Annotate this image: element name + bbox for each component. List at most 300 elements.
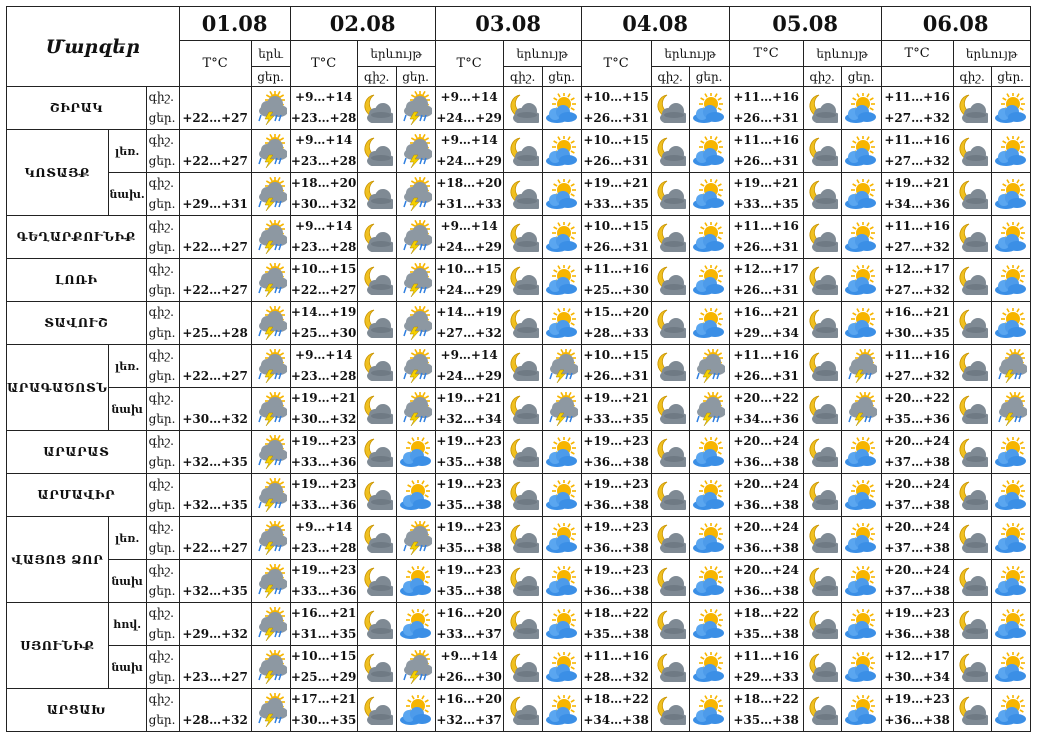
sun-cloud-icon [689, 517, 729, 560]
temperature-cell [290, 388, 357, 431]
temp-night: +18…+22 [733, 692, 799, 706]
temperature-cell [581, 388, 651, 431]
temp-day: +25…+29 [290, 670, 357, 684]
temp-day: +33…+35 [733, 197, 799, 211]
temp-night: +20…+22 [733, 391, 799, 405]
temp-night: +19…+23 [290, 434, 357, 448]
temperature-cell [881, 345, 953, 388]
temp-night: +11…+16 [733, 348, 799, 362]
temp-day: +35…+38 [733, 713, 799, 727]
temp-night: +11…+16 [583, 649, 649, 663]
table-row [7, 689, 1031, 732]
sun-cloud-icon [542, 431, 581, 474]
temp-day: +25…+30 [290, 326, 357, 340]
moon-cloud-icon [803, 259, 841, 302]
temp-day: +37…+38 [884, 498, 950, 512]
temp-day: +26…+31 [583, 240, 649, 254]
subregion-label: լեռ. [108, 517, 146, 560]
temp-day: +26…+31 [733, 154, 799, 168]
temperature-cell [435, 689, 503, 732]
temp-night-empty [180, 173, 251, 194]
moon-cloud-icon [651, 216, 689, 259]
storm-sun-icon [251, 388, 290, 431]
temp-day: +32…+37 [436, 713, 502, 727]
sun-cloud-icon [841, 173, 881, 216]
table-row [7, 259, 1031, 302]
header-dates-row [7, 7, 1031, 41]
temp-label: T°C [729, 41, 803, 67]
temp-night: +10…+15 [583, 219, 649, 233]
temperature-cell [179, 87, 251, 130]
moon-cloud-icon [803, 388, 841, 431]
subregion-label: լեռ. [108, 345, 146, 388]
temp-night-empty [180, 216, 251, 237]
table-row [7, 345, 1031, 388]
forecast-table [6, 6, 1031, 732]
phenomenon-label: երև [251, 41, 290, 67]
night-label: գիշ. [148, 434, 174, 448]
storm-sun-icon [396, 388, 435, 431]
temperature-cell [729, 603, 803, 646]
temp-night: +9…+14 [295, 348, 353, 362]
temp-day: +26…+30 [436, 670, 502, 684]
sun-cloud-icon [991, 431, 1030, 474]
moon-cloud-icon [357, 259, 396, 302]
temp-day: +32…+35 [182, 584, 248, 598]
temperature-cell [881, 431, 953, 474]
temp-night-empty [180, 345, 251, 366]
sun-cloud-icon [841, 560, 881, 603]
temperature-cell [290, 130, 357, 173]
moon-cloud-icon [503, 689, 542, 732]
temperature-cell [729, 474, 803, 517]
temp-night: +12…+17 [884, 649, 950, 663]
temp-night: +20…+24 [884, 477, 950, 491]
temperature-cell [290, 560, 357, 603]
temp-day: +23…+28 [290, 154, 357, 168]
temp-night: +11…+16 [884, 133, 950, 147]
temp-day: +28…+32 [182, 713, 248, 727]
sun-cloud-icon [689, 130, 729, 173]
temp-night: +18…+22 [733, 606, 799, 620]
temp-day: +35…+36 [884, 412, 950, 426]
temp-night: +9…+14 [295, 133, 353, 147]
temp-night: +19…+21 [583, 391, 649, 405]
moon-cloud-icon [953, 173, 991, 216]
temp-label: T°C [179, 41, 251, 87]
temp-day: +24…+29 [436, 154, 502, 168]
temperature-cell [435, 173, 503, 216]
temp-day: +28…+32 [583, 670, 649, 684]
temp-day: +33…+35 [583, 412, 649, 426]
moon-cloud-icon [503, 560, 542, 603]
storm-sun-icon [841, 345, 881, 388]
date-header: 06.08 [881, 7, 1030, 41]
storm-sun-icon [251, 130, 290, 173]
temp-day: +37…+38 [884, 455, 950, 469]
temp-night: +19…+23 [583, 520, 649, 534]
temperature-cell [179, 603, 251, 646]
moon-cloud-icon [953, 689, 991, 732]
sun-cloud-icon [689, 173, 729, 216]
moon-cloud-icon [803, 345, 841, 388]
temp-night: +19…+23 [884, 692, 950, 706]
subregion-label: նախ [108, 388, 146, 431]
period-labels [146, 474, 179, 517]
temp-night: +20…+24 [733, 434, 799, 448]
phenomenon-label: երևույթ [503, 41, 581, 67]
storm-sun-icon [396, 130, 435, 173]
temp-night: +11…+16 [733, 649, 799, 663]
temperature-cell [179, 689, 251, 732]
temperature-cell [729, 302, 803, 345]
moon-cloud-icon [357, 560, 396, 603]
temp-night: +19…+23 [583, 563, 649, 577]
day-label: ցեր. [148, 197, 176, 211]
temp-night: +10…+15 [583, 133, 649, 147]
temp-night: +18…+22 [583, 692, 649, 706]
temp-night: +12…+17 [884, 262, 950, 276]
sun-cloud-icon [542, 173, 581, 216]
temp-day: +27…+32 [884, 369, 950, 383]
day-label: ցեր. [251, 67, 290, 87]
temp-night-empty [180, 130, 251, 151]
day-label: ցեր. [148, 455, 176, 469]
moon-cloud-icon [803, 173, 841, 216]
temp-day: +34…+38 [583, 713, 649, 727]
temp-night: +19…+21 [436, 391, 502, 405]
temp-night: +14…+19 [290, 305, 357, 319]
night-label: գիշ. [148, 477, 174, 491]
sun-cloud-icon [689, 646, 729, 689]
temperature-cell [881, 259, 953, 302]
temp-night: +9…+14 [295, 520, 353, 534]
moon-cloud-icon [803, 517, 841, 560]
sun-cloud-icon [542, 87, 581, 130]
sun-cloud-icon [991, 216, 1030, 259]
subregion-label: նախ [108, 560, 146, 603]
night-label: գիշ. [148, 219, 174, 233]
moon-cloud-icon [503, 388, 542, 431]
table-row [7, 560, 1031, 603]
moon-cloud-icon [357, 689, 396, 732]
temp-night-empty [180, 689, 251, 710]
night-label: գիշ. [148, 133, 174, 147]
temp-night: +9…+14 [440, 649, 498, 663]
temperature-cell [581, 431, 651, 474]
phenomenon-label: երևույթ [803, 41, 881, 67]
table-row [7, 431, 1031, 474]
temperature-cell [179, 517, 251, 560]
moon-cloud-icon [651, 646, 689, 689]
temp-night-empty [180, 646, 251, 667]
temp-day: +22…+27 [182, 111, 248, 125]
subregion-label: նախ. [108, 173, 146, 216]
temp-day: +23…+28 [290, 240, 357, 254]
temperature-cell [435, 130, 503, 173]
temp-day: +27…+32 [884, 154, 950, 168]
night-label: գիշ. [148, 176, 174, 190]
temp-day: +25…+30 [583, 283, 649, 297]
temperature-cell [729, 388, 803, 431]
temp-night: +19…+21 [583, 176, 649, 190]
temp-day: +30…+32 [182, 412, 248, 426]
temp-day: +28…+33 [583, 326, 649, 340]
temperature-cell [581, 302, 651, 345]
table-row [7, 517, 1031, 560]
temperature-cell [290, 431, 357, 474]
temp-night: +11…+16 [884, 348, 950, 362]
temp-day: +35…+38 [436, 455, 502, 469]
temp-night: +18…+22 [583, 606, 649, 620]
temp-night: +14…+19 [436, 305, 502, 319]
date-header: 02.08 [290, 7, 435, 41]
sun-cloud-icon [841, 474, 881, 517]
storm-sun-icon [251, 646, 290, 689]
storm-sun-icon [396, 345, 435, 388]
table-row [7, 603, 1031, 646]
temperature-cell [435, 603, 503, 646]
temp-night: +10…+15 [290, 649, 357, 663]
day-label: ցեր. [148, 283, 176, 297]
night-label: գիշ. [148, 262, 174, 276]
sun-cloud-icon [396, 474, 435, 517]
region-name: ԼՈՌԻ [7, 259, 147, 302]
moon-cloud-icon [651, 388, 689, 431]
temp-night: +9…+14 [440, 348, 498, 362]
moon-cloud-icon [953, 259, 991, 302]
temperature-cell [881, 87, 953, 130]
temp-night-empty [180, 259, 251, 280]
temp-day: +35…+38 [436, 584, 502, 598]
temp-day: +35…+38 [436, 541, 502, 555]
sun-cloud-icon [689, 259, 729, 302]
period-labels [146, 517, 179, 560]
night-label: գիշ. [148, 348, 174, 362]
temperature-cell [581, 560, 651, 603]
sun-cloud-icon [542, 130, 581, 173]
sun-cloud-icon [841, 259, 881, 302]
temp-day: +36…+38 [733, 584, 799, 598]
temp-day: +26…+31 [733, 240, 799, 254]
temperature-cell [881, 130, 953, 173]
temp-day: +22…+27 [182, 369, 248, 383]
temp-night-empty [180, 388, 251, 409]
moon-cloud-icon [803, 646, 841, 689]
period-labels [146, 345, 179, 388]
temperature-cell [179, 560, 251, 603]
temp-night: +19…+23 [290, 477, 357, 491]
day-label: ցեր. [148, 369, 176, 383]
temperature-cell [729, 130, 803, 173]
day-label: ցեր. [148, 584, 176, 598]
period-labels [146, 130, 179, 173]
subregion-label: նախ [108, 646, 146, 689]
temp-day: +35…+38 [436, 498, 502, 512]
storm-sun-icon [396, 517, 435, 560]
temp-day: +29…+32 [182, 627, 248, 641]
night-label: գիշ. [651, 67, 689, 87]
sun-cloud-icon [991, 689, 1030, 732]
temp-night: +16…+21 [290, 606, 357, 620]
temperature-cell [881, 173, 953, 216]
temp-day: +35…+38 [733, 627, 799, 641]
temperature-cell [290, 173, 357, 216]
temp-day: +31…+33 [436, 197, 502, 211]
sun-cloud-icon [542, 216, 581, 259]
temp-day: +29…+33 [733, 670, 799, 684]
moon-cloud-icon [803, 560, 841, 603]
temp-label: T°C [435, 41, 503, 87]
moon-cloud-icon [503, 603, 542, 646]
storm-sun-icon [251, 431, 290, 474]
moon-cloud-icon [503, 130, 542, 173]
temp-day: +24…+29 [436, 240, 502, 254]
storm-sun-icon [251, 173, 290, 216]
moon-cloud-icon [953, 130, 991, 173]
temp-day: +33…+37 [436, 627, 502, 641]
temp-day: +26…+31 [583, 111, 649, 125]
temp-day: +36…+38 [733, 455, 799, 469]
night-label: գիշ. [148, 391, 174, 405]
temperature-cell [581, 474, 651, 517]
sun-cloud-icon [841, 517, 881, 560]
night-label: գիշ. [803, 67, 841, 87]
temperature-cell [881, 689, 953, 732]
sun-cloud-icon [991, 560, 1030, 603]
day-label: ցեր. [689, 67, 729, 87]
temperature-cell [729, 431, 803, 474]
temp-day: +29…+34 [733, 326, 799, 340]
temperature-cell [435, 646, 503, 689]
sun-cloud-icon [396, 431, 435, 474]
moon-cloud-icon [503, 646, 542, 689]
temp-night: +16…+21 [733, 305, 799, 319]
sun-cloud-icon [542, 259, 581, 302]
temp-night: +19…+23 [436, 434, 502, 448]
temp-night: +9…+14 [295, 90, 353, 104]
moon-cloud-icon [357, 173, 396, 216]
sun-cloud-icon [542, 560, 581, 603]
sun-cloud-icon [542, 603, 581, 646]
temp-night: +18…+20 [290, 176, 357, 190]
temp-day: +30…+35 [884, 326, 950, 340]
night-label: գիշ. [357, 67, 396, 87]
temperature-cell [581, 517, 651, 560]
temperature-cell [435, 259, 503, 302]
sun-cloud-icon [841, 603, 881, 646]
temp-night: +19…+23 [583, 434, 649, 448]
moon-cloud-icon [503, 302, 542, 345]
moon-cloud-icon [651, 130, 689, 173]
storm-sun-icon [251, 560, 290, 603]
region-name: ԱՐՑԱԽ [7, 689, 147, 732]
temperature-cell [729, 87, 803, 130]
regions-title: Մարզեր [7, 7, 180, 87]
moon-cloud-icon [357, 345, 396, 388]
temp-day: +37…+38 [884, 541, 950, 555]
temp-night: +15…+20 [583, 305, 649, 319]
day-label: ցեր. [148, 670, 176, 684]
storm-sun-icon [396, 302, 435, 345]
temp-night: +10…+15 [436, 262, 502, 276]
temp-night: +11…+16 [733, 133, 799, 147]
temperature-cell [581, 130, 651, 173]
moon-cloud-icon [651, 474, 689, 517]
storm-sun-icon [251, 689, 290, 732]
moon-cloud-icon [953, 560, 991, 603]
day-label: ցեր. [148, 713, 176, 727]
date-header: 01.08 [179, 7, 290, 41]
temp-day: +36…+38 [884, 627, 950, 641]
storm-sun-icon [251, 87, 290, 130]
temperature-cell [581, 689, 651, 732]
temperature-cell [881, 474, 953, 517]
moon-cloud-icon [503, 345, 542, 388]
moon-cloud-icon [803, 216, 841, 259]
region-name: ՍՅՈՒՆԻՔ [7, 603, 109, 689]
sun-cloud-icon [991, 646, 1030, 689]
sun-cloud-icon [689, 87, 729, 130]
temp-day: +27…+32 [884, 111, 950, 125]
temp-night-empty [180, 517, 251, 538]
moon-cloud-icon [651, 517, 689, 560]
temperature-cell [179, 646, 251, 689]
temp-day: +23…+27 [182, 670, 248, 684]
region-name: ԱՐԱԳԱԾՈՏՆ [7, 345, 109, 431]
storm-sun-icon [841, 388, 881, 431]
temp-day: +22…+27 [182, 283, 248, 297]
temp-day: +34…+36 [884, 197, 950, 211]
temperature-cell [179, 431, 251, 474]
temperature-cell [290, 603, 357, 646]
date-header: 04.08 [581, 7, 729, 41]
temperature-cell [290, 474, 357, 517]
storm-sun-icon [396, 646, 435, 689]
night-label: գիշ. [148, 563, 174, 577]
temp-night: +20…+24 [733, 563, 799, 577]
region-name: ՎԱՅՈՑ ՁՈՐ [7, 517, 109, 603]
moon-cloud-icon [503, 431, 542, 474]
sun-cloud-icon [991, 87, 1030, 130]
moon-cloud-icon [651, 603, 689, 646]
temp-night-empty [180, 603, 251, 624]
day-label: ցեր. [148, 154, 176, 168]
sun-cloud-icon [396, 603, 435, 646]
temp-night: +20…+22 [884, 391, 950, 405]
temperature-cell [435, 302, 503, 345]
moon-cloud-icon [651, 345, 689, 388]
temperature-cell [179, 302, 251, 345]
sun-cloud-icon [991, 130, 1030, 173]
sun-cloud-icon [991, 173, 1030, 216]
temp-label: T°C [581, 41, 651, 87]
night-label: գիշ. [148, 90, 174, 104]
subregion-label: լեռ. [108, 130, 146, 173]
period-labels [146, 259, 179, 302]
temp-day: +22…+27 [182, 154, 248, 168]
temperature-cell [435, 388, 503, 431]
date-header: 05.08 [729, 7, 881, 41]
temp-day: +33…+36 [290, 584, 357, 598]
temp-night: +16…+21 [884, 305, 950, 319]
temperature-cell [435, 517, 503, 560]
night-label: գիշ. [148, 520, 174, 534]
temperature-cell [290, 216, 357, 259]
day-label: ցեր. [542, 67, 581, 87]
temp-night: +11…+16 [884, 219, 950, 233]
moon-cloud-icon [651, 259, 689, 302]
